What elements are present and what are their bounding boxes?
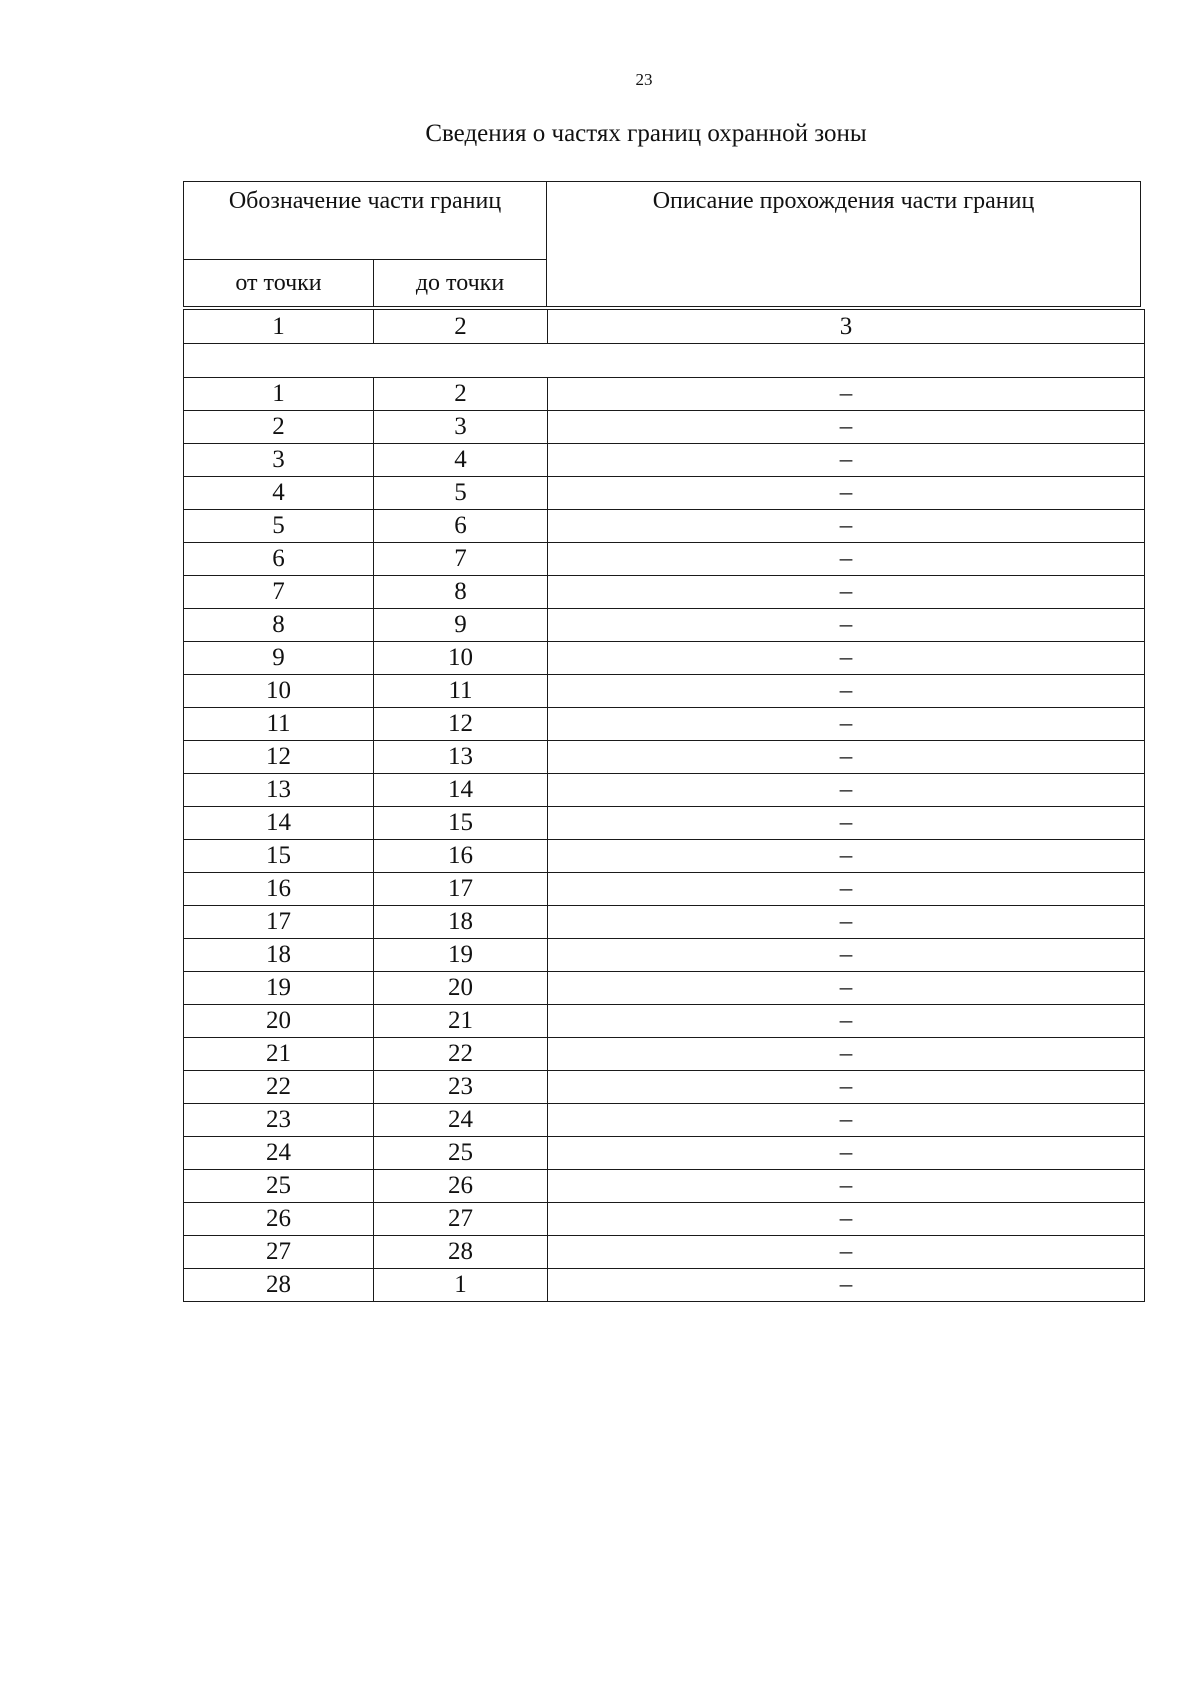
table-row <box>184 1071 1145 1104</box>
to-point-cell: 11 <box>374 675 548 708</box>
to-point-cell: 12 <box>374 708 548 741</box>
from-point-cell: 3 <box>184 444 374 477</box>
to-point-cell: 28 <box>374 1236 548 1269</box>
to-point-cell: 13 <box>374 741 548 774</box>
header-to-point: до точки <box>374 260 547 307</box>
to-point-cell: 27 <box>374 1203 548 1236</box>
column-number-1: 1 <box>184 310 374 344</box>
from-point-cell: 17 <box>184 906 374 939</box>
table-row <box>184 906 1145 939</box>
table-row <box>184 1170 1145 1203</box>
page-number: 23 <box>635 70 653 89</box>
to-point-cell: 17 <box>374 873 548 906</box>
description-cell: – <box>548 708 1145 741</box>
description-cell: – <box>548 543 1145 576</box>
to-point-cell: 26 <box>374 1170 548 1203</box>
description-cell: – <box>548 906 1145 939</box>
description-cell: – <box>548 1104 1145 1137</box>
description-cell: – <box>548 840 1145 873</box>
description-cell: – <box>548 1137 1145 1170</box>
table-row <box>184 642 1145 675</box>
from-point-cell: 25 <box>184 1170 374 1203</box>
column-number-row <box>184 310 1145 344</box>
from-point-cell: 6 <box>184 543 374 576</box>
table-row <box>184 873 1145 906</box>
to-point-cell: 14 <box>374 774 548 807</box>
table-row <box>184 1005 1145 1038</box>
blank-cell <box>184 344 1145 378</box>
to-point-cell: 7 <box>374 543 548 576</box>
from-point-cell: 18 <box>184 939 374 972</box>
from-point-cell: 22 <box>184 1071 374 1104</box>
description-cell: – <box>548 1170 1145 1203</box>
to-point-cell: 8 <box>374 576 548 609</box>
from-point-cell: 24 <box>184 1137 374 1170</box>
from-point-cell: 15 <box>184 840 374 873</box>
from-point-cell: 19 <box>184 972 374 1005</box>
boundary-parts-table <box>183 181 1144 1302</box>
to-point-cell: 4 <box>374 444 548 477</box>
table-row <box>184 972 1145 1005</box>
table-row <box>184 609 1145 642</box>
to-point-cell: 10 <box>374 642 548 675</box>
description-cell: – <box>548 642 1145 675</box>
from-point-cell: 26 <box>184 1203 374 1236</box>
table-row <box>184 1104 1145 1137</box>
table-row <box>184 840 1145 873</box>
from-point-cell: 13 <box>184 774 374 807</box>
from-point-cell: 9 <box>184 642 374 675</box>
to-point-cell: 21 <box>374 1005 548 1038</box>
table-row <box>184 774 1145 807</box>
to-point-cell: 15 <box>374 807 548 840</box>
table-row <box>184 675 1145 708</box>
table-row <box>184 1038 1145 1071</box>
from-point-cell: 2 <box>184 411 374 444</box>
to-point-cell: 5 <box>374 477 548 510</box>
page-title: Сведения о частях границ охранной зоны <box>425 120 867 147</box>
description-cell: – <box>548 741 1145 774</box>
description-cell: – <box>548 1269 1145 1302</box>
from-point-cell: 20 <box>184 1005 374 1038</box>
description-cell: – <box>548 774 1145 807</box>
to-point-cell: 22 <box>374 1038 548 1071</box>
table-row <box>184 1203 1145 1236</box>
from-point-cell: 7 <box>184 576 374 609</box>
table-row <box>184 510 1145 543</box>
header-from-point: от точки <box>184 260 374 307</box>
from-point-cell: 12 <box>184 741 374 774</box>
to-point-cell: 20 <box>374 972 548 1005</box>
to-point-cell: 16 <box>374 840 548 873</box>
from-point-cell: 28 <box>184 1269 374 1302</box>
to-point-cell: 3 <box>374 411 548 444</box>
to-point-cell: 1 <box>374 1269 548 1302</box>
to-point-cell: 23 <box>374 1071 548 1104</box>
to-point-cell: 24 <box>374 1104 548 1137</box>
description-cell: – <box>548 939 1145 972</box>
to-point-cell: 9 <box>374 609 548 642</box>
table-row <box>184 741 1145 774</box>
table-row <box>184 576 1145 609</box>
description-cell: – <box>548 378 1145 411</box>
table-row <box>184 444 1145 477</box>
description-cell: – <box>548 510 1145 543</box>
to-point-cell: 18 <box>374 906 548 939</box>
description-cell: – <box>548 972 1145 1005</box>
to-point-cell: 2 <box>374 378 548 411</box>
from-point-cell: 10 <box>184 675 374 708</box>
column-number-3: 3 <box>548 310 1145 344</box>
description-cell: – <box>548 873 1145 906</box>
table-row <box>184 1269 1145 1302</box>
from-point-cell: 16 <box>184 873 374 906</box>
description-cell: – <box>548 1203 1145 1236</box>
table-body <box>183 309 1145 1302</box>
from-point-cell: 11 <box>184 708 374 741</box>
table-row <box>184 1137 1145 1170</box>
header-designation: Обозначение части границ <box>184 182 547 260</box>
description-cell: – <box>548 444 1145 477</box>
column-number-2: 2 <box>374 310 548 344</box>
description-cell: – <box>548 1005 1145 1038</box>
table-header <box>183 181 1141 307</box>
description-cell: – <box>548 807 1145 840</box>
table-row <box>184 411 1145 444</box>
from-point-cell: 23 <box>184 1104 374 1137</box>
table-row <box>184 378 1145 411</box>
description-cell: – <box>548 609 1145 642</box>
description-cell: – <box>548 675 1145 708</box>
from-point-cell: 4 <box>184 477 374 510</box>
table-row <box>184 477 1145 510</box>
to-point-cell: 6 <box>374 510 548 543</box>
to-point-cell: 19 <box>374 939 548 972</box>
table-row <box>184 543 1145 576</box>
from-point-cell: 8 <box>184 609 374 642</box>
table-row <box>184 807 1145 840</box>
description-cell: – <box>548 411 1145 444</box>
description-cell: – <box>548 1038 1145 1071</box>
description-cell: – <box>548 576 1145 609</box>
from-point-cell: 27 <box>184 1236 374 1269</box>
to-point-cell: 25 <box>374 1137 548 1170</box>
from-point-cell: 1 <box>184 378 374 411</box>
description-cell: – <box>548 1071 1145 1104</box>
description-cell: – <box>548 477 1145 510</box>
table-row <box>184 1236 1145 1269</box>
header-description: Описание прохождения части границ <box>547 182 1141 307</box>
table-row <box>184 939 1145 972</box>
from-point-cell: 21 <box>184 1038 374 1071</box>
table-row <box>184 708 1145 741</box>
from-point-cell: 14 <box>184 807 374 840</box>
description-cell: – <box>548 1236 1145 1269</box>
from-point-cell: 5 <box>184 510 374 543</box>
blank-row <box>184 344 1145 378</box>
